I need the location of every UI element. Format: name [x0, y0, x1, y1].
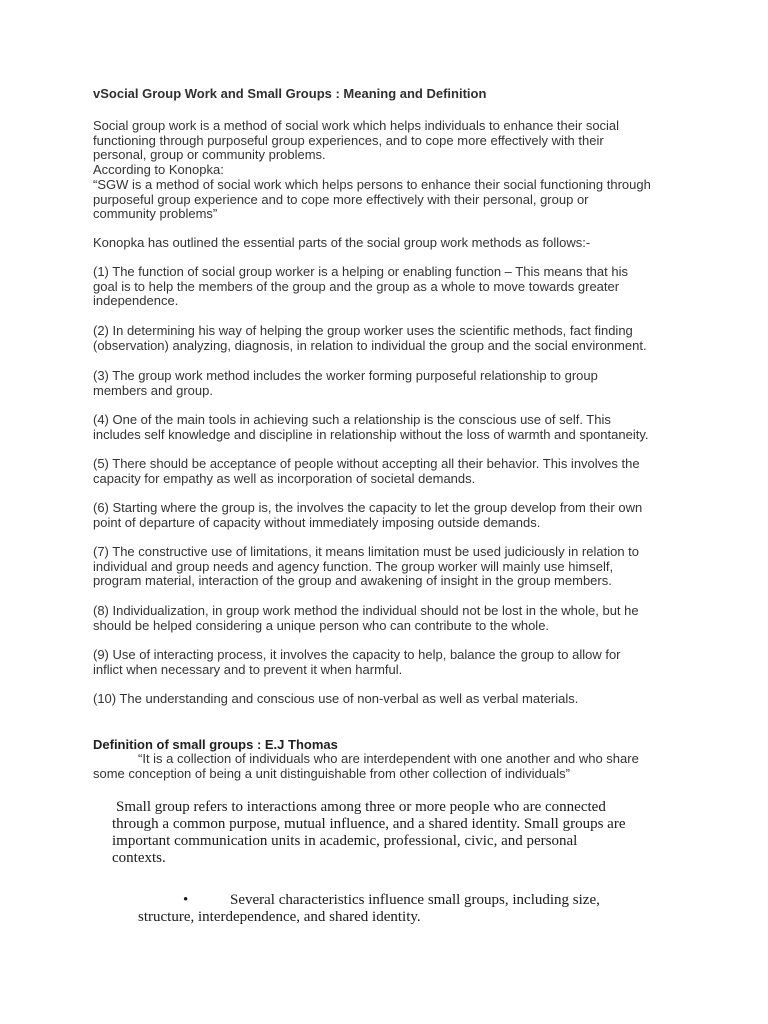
point-line: inflict when necessary and to prevent it when harmful. [93, 661, 403, 677]
point-9 [93, 648, 683, 677]
bullet-text: Several characteristics influence small groups, including size, [230, 892, 600, 908]
point-7 [93, 545, 683, 589]
point-line: independence. [93, 293, 179, 309]
point-line: point of departure of capacity without immediately imposing outside demands. [93, 514, 541, 530]
konopka-quote-line: “SGW is a method of social work which helps persons to enhance their social functioning through [93, 176, 651, 192]
paragraph-line: contexts. [112, 850, 166, 866]
paragraph-line: important communication units in academic, professional, civic, and personal [112, 833, 578, 849]
paragraph-line: Small group refers to interactions among three or more people who are connected [116, 799, 606, 815]
point-line: members and group. [93, 382, 213, 398]
point-line: (1) The function of social group worker is a helping or enabling function – This means that his [93, 264, 628, 279]
point-line: individual and group needs and agency function. The group worker will mainly use himself, [93, 558, 614, 574]
document-title: vSocial Group Work and Small Groups : Meaning and Definition [93, 86, 487, 101]
point-line: (8) Individualization, in group work method the individual should not be lost in the whole, but he [93, 603, 639, 618]
point-line: (6) Starting where the group is, the involves the capacity to let the group develop from their own [93, 500, 643, 515]
bullet-line: structure, interdependence, and shared identity. [138, 909, 421, 925]
point-2 [93, 324, 683, 353]
point-4 [93, 413, 683, 442]
paragraph-line: through a common purpose, mutual influence, and a shared identity. Small groups are [112, 816, 626, 832]
intro-paragraph [93, 119, 683, 222]
point-line: (10) The understanding and conscious use of non-verbal as well as verbal materials. [93, 691, 579, 706]
point-8 [93, 604, 683, 633]
thomas-quote [93, 752, 683, 781]
point-line: program material, interaction of the group and awakening of insight in the group members. [93, 573, 612, 589]
point-line: goal is to help the members of the group and the group as a whole to move towards greater [93, 278, 620, 294]
point-3 [93, 369, 683, 398]
intro-line: personal, group or community problems. [93, 147, 326, 163]
quote-line: some conception of being a unit distinguishable from other collection of individuals” [93, 765, 570, 781]
outline-intro: Konopka has outlined the essential parts of the social group work methods as follows:- [93, 235, 591, 250]
intro-line: functioning through purposeful group experiences, and to cope more effectively with their [93, 132, 604, 148]
point-6 [93, 501, 683, 530]
point-line: (7) The constructive use of limitations, it means limitation must be used judiciously in relation to [93, 544, 640, 559]
bullet-line [138, 892, 658, 909]
intro-line: According to Konopka: [93, 162, 224, 178]
bullet-item [138, 892, 658, 926]
point-line: should be helped considering a unique person who can contribute to the whole. [93, 617, 550, 633]
point-line: (4) One of the main tools in achieving such a relationship is the conscious use of self. This [93, 412, 611, 427]
konopka-quote-line: community problems” [93, 206, 218, 222]
point-line: capacity for empathy as well as incorporation of societal demands. [93, 470, 476, 486]
bullet-icon: • [183, 892, 189, 908]
point-line: (observation) analyzing, diagnosis, in relation to individual the group and the social environment. [93, 337, 647, 353]
small-groups-heading: Definition of small groups : E.J Thomas [93, 737, 338, 752]
point-line: includes self knowledge and discipline in relationship without the loss of warmth and spontaneity. [93, 426, 649, 442]
quote-line: “It is a collection of individuals who are interdependent with one another and who share [138, 751, 639, 766]
konopka-quote-line: purposeful group experience and to cope more effectively with their personal, group or [93, 191, 589, 207]
intro-line: Social group work is a method of social work which helps individuals to enhance their social [93, 118, 620, 133]
point-10 [93, 692, 683, 707]
point-line: (5) There should be acceptance of people without accepting all their behavior. This involves the [93, 456, 640, 471]
point-1 [93, 265, 683, 309]
point-line: (2) In determining his way of helping the group worker uses the scientific methods, fact finding [93, 323, 633, 338]
point-line: (9) Use of interacting process, it involves the capacity to help, balance the group to allow for [93, 647, 621, 662]
point-line: (3) The group work method includes the worker forming purposeful relationship to group [93, 368, 598, 383]
point-5 [93, 457, 683, 486]
small-group-paragraph [112, 799, 657, 867]
